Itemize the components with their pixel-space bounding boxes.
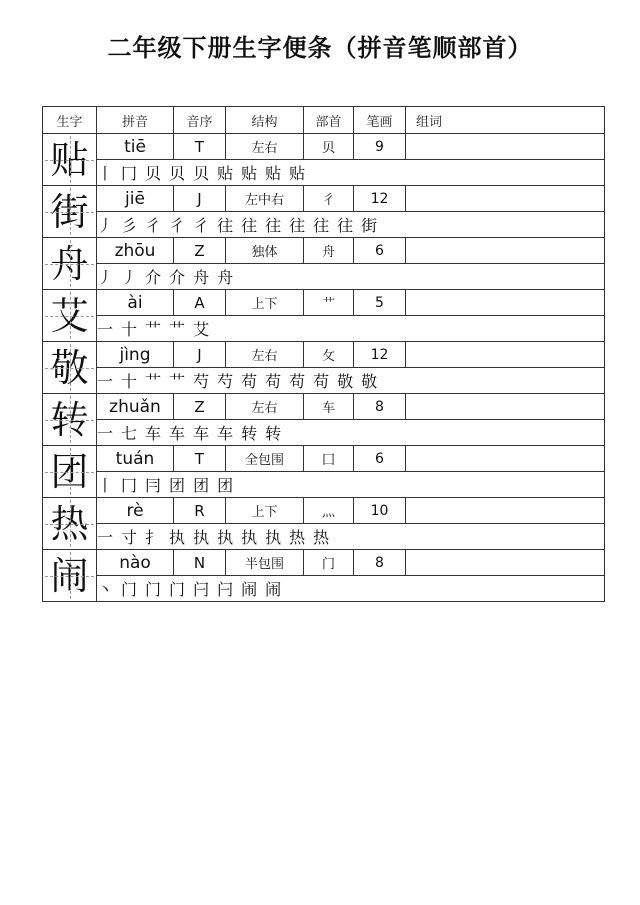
character: 转 bbox=[50, 397, 89, 442]
pinyin-cell: zhōu bbox=[97, 238, 174, 264]
char-info-row bbox=[43, 394, 605, 420]
stroke-step: 往 bbox=[241, 216, 260, 235]
stroke-order-row bbox=[43, 212, 605, 238]
guide-line-horizontal bbox=[45, 316, 94, 317]
character: 敬 bbox=[50, 345, 89, 390]
stroke-step: 一 bbox=[97, 528, 116, 547]
words-cell bbox=[406, 446, 605, 472]
character: 贴 bbox=[50, 137, 89, 182]
character: 团 bbox=[50, 449, 89, 494]
header-radical: 部首 bbox=[304, 107, 354, 134]
char-info-row bbox=[43, 134, 605, 160]
char-box bbox=[43, 342, 97, 394]
stroke-step: 往 bbox=[217, 216, 236, 235]
structure-cell: 左右 bbox=[226, 134, 304, 160]
header-strokes: 笔画 bbox=[354, 107, 406, 134]
pinyin-cell: rè bbox=[97, 498, 174, 524]
guide-line-horizontal bbox=[45, 472, 94, 473]
header-row bbox=[43, 107, 605, 134]
words-cell bbox=[406, 394, 605, 420]
radical-cell: 囗 bbox=[304, 446, 354, 472]
stroke-step: 团 bbox=[217, 476, 236, 495]
stroke-step: 门 bbox=[121, 580, 140, 599]
character: 闹 bbox=[50, 553, 89, 598]
stroke-step: 执 bbox=[217, 528, 236, 547]
stroke-step: 丨 bbox=[97, 476, 116, 495]
stroke-step: 冂 bbox=[121, 164, 140, 183]
stroke-step: 艹 bbox=[169, 372, 188, 391]
radical-cell: 舟 bbox=[304, 238, 354, 264]
stroke-step: 冃 bbox=[145, 476, 164, 495]
stroke-count-cell: 8 bbox=[354, 394, 406, 420]
stroke-count-cell: 12 bbox=[354, 342, 406, 368]
header-structure: 结构 bbox=[226, 107, 304, 134]
stroke-step: 执 bbox=[241, 528, 260, 547]
char-info-row bbox=[43, 186, 605, 212]
guide-line-horizontal bbox=[45, 420, 94, 421]
stroke-step: 一 bbox=[97, 424, 116, 443]
stroke-order-cell bbox=[97, 524, 605, 550]
char-info-row bbox=[43, 498, 605, 524]
letter-cell: J bbox=[174, 342, 226, 368]
stroke-order-row bbox=[43, 420, 605, 446]
pinyin-cell: zhuǎn bbox=[97, 394, 174, 420]
stroke-order-row bbox=[43, 472, 605, 498]
guide-line-horizontal bbox=[45, 576, 94, 577]
stroke-step: 苟 bbox=[265, 372, 284, 391]
stroke-order-row bbox=[43, 160, 605, 186]
stroke-step: 执 bbox=[169, 528, 188, 547]
stroke-order-cell bbox=[97, 160, 605, 186]
stroke-step: 团 bbox=[169, 476, 188, 495]
stroke-step: 艹 bbox=[169, 320, 188, 339]
stroke-step: 舟 bbox=[217, 268, 236, 287]
radical-cell: 彳 bbox=[304, 186, 354, 212]
header-words: 组词 bbox=[406, 107, 605, 134]
stroke-step: 闩 bbox=[193, 580, 212, 599]
letter-cell: T bbox=[174, 446, 226, 472]
stroke-step: 彡 bbox=[121, 216, 140, 235]
structure-cell: 左右 bbox=[226, 394, 304, 420]
stroke-count-cell: 6 bbox=[354, 446, 406, 472]
char-info-row bbox=[43, 446, 605, 472]
letter-cell: Z bbox=[174, 394, 226, 420]
letter-cell: T bbox=[174, 134, 226, 160]
stroke-order-row bbox=[43, 316, 605, 342]
char-box bbox=[43, 394, 97, 446]
stroke-step: 贴 bbox=[265, 164, 284, 183]
stroke-step: 团 bbox=[193, 476, 212, 495]
char-box bbox=[43, 186, 97, 238]
stroke-step: 丨 bbox=[97, 164, 116, 183]
header-pinyin: 拼音 bbox=[97, 107, 174, 134]
stroke-step: 车 bbox=[169, 424, 188, 443]
words-cell bbox=[406, 134, 605, 160]
stroke-count-cell: 5 bbox=[354, 290, 406, 316]
stroke-step: 艾 bbox=[193, 320, 212, 339]
stroke-order-row bbox=[43, 576, 605, 602]
stroke-step: 丿 bbox=[121, 268, 140, 287]
structure-cell: 左中右 bbox=[226, 186, 304, 212]
stroke-step: 往 bbox=[265, 216, 284, 235]
stroke-step: 舟 bbox=[193, 268, 212, 287]
guide-line-horizontal bbox=[45, 212, 94, 213]
stroke-step: 贝 bbox=[145, 164, 164, 183]
words-cell bbox=[406, 550, 605, 576]
character: 舟 bbox=[50, 241, 89, 286]
stroke-step: 芍 bbox=[193, 372, 212, 391]
stroke-step: 丿 bbox=[97, 268, 116, 287]
page-title: 二年级下册生字便条（拼音笔顺部首） bbox=[107, 34, 533, 62]
stroke-step: 一 bbox=[97, 372, 116, 391]
stroke-count-cell: 8 bbox=[354, 550, 406, 576]
radical-cell: 车 bbox=[304, 394, 354, 420]
stroke-step: 扌 bbox=[145, 528, 164, 547]
stroke-step: 丶 bbox=[97, 580, 116, 599]
stroke-step: 彳 bbox=[169, 216, 188, 235]
pinyin-cell: ài bbox=[97, 290, 174, 316]
stroke-order-row bbox=[43, 264, 605, 290]
stroke-step: 敬 bbox=[337, 372, 356, 391]
stroke-step: 艹 bbox=[145, 320, 164, 339]
char-box bbox=[43, 134, 97, 186]
stroke-order-cell bbox=[97, 264, 605, 290]
stroke-step: 车 bbox=[145, 424, 164, 443]
stroke-order-cell bbox=[97, 420, 605, 446]
stroke-step: 苟 bbox=[289, 372, 308, 391]
stroke-step: 闹 bbox=[265, 580, 284, 599]
stroke-step: 苟 bbox=[241, 372, 260, 391]
stroke-step: 冂 bbox=[121, 476, 140, 495]
pinyin-cell: tuán bbox=[97, 446, 174, 472]
pinyin-cell: jìng bbox=[97, 342, 174, 368]
letter-cell: A bbox=[174, 290, 226, 316]
stroke-step: 贴 bbox=[241, 164, 260, 183]
char-info-row bbox=[43, 238, 605, 264]
stroke-order-cell bbox=[97, 316, 605, 342]
stroke-order-row bbox=[43, 524, 605, 550]
stroke-step: 闹 bbox=[241, 580, 260, 599]
stroke-step: 十 bbox=[121, 320, 140, 339]
stroke-order-cell bbox=[97, 472, 605, 498]
stroke-count-cell: 10 bbox=[354, 498, 406, 524]
stroke-step: 车 bbox=[217, 424, 236, 443]
stroke-step: 介 bbox=[145, 268, 164, 287]
structure-cell: 半包围 bbox=[226, 550, 304, 576]
guide-line-horizontal bbox=[45, 160, 94, 161]
letter-cell: Z bbox=[174, 238, 226, 264]
radical-cell: 门 bbox=[304, 550, 354, 576]
stroke-step: 七 bbox=[121, 424, 140, 443]
char-info-row bbox=[43, 290, 605, 316]
character: 热 bbox=[50, 501, 89, 546]
letter-cell: N bbox=[174, 550, 226, 576]
stroke-step: 贴 bbox=[217, 164, 236, 183]
header-char: 生字 bbox=[43, 107, 97, 134]
stroke-step: 敬 bbox=[361, 372, 380, 391]
stroke-order-row bbox=[43, 368, 605, 394]
char-box bbox=[43, 238, 97, 290]
structure-cell: 独体 bbox=[226, 238, 304, 264]
stroke-step: 彳 bbox=[145, 216, 164, 235]
stroke-step: 往 bbox=[289, 216, 308, 235]
character: 艾 bbox=[50, 293, 89, 338]
stroke-step: 闩 bbox=[217, 580, 236, 599]
letter-cell: R bbox=[174, 498, 226, 524]
stroke-step: 热 bbox=[289, 528, 308, 547]
radical-cell: 攵 bbox=[304, 342, 354, 368]
pinyin-cell: jiē bbox=[97, 186, 174, 212]
words-cell bbox=[406, 186, 605, 212]
structure-cell: 上下 bbox=[226, 290, 304, 316]
pinyin-cell: tiē bbox=[97, 134, 174, 160]
header-letter: 音序 bbox=[174, 107, 226, 134]
stroke-step: 门 bbox=[169, 580, 188, 599]
stroke-step: 执 bbox=[265, 528, 284, 547]
stroke-count-cell: 6 bbox=[354, 238, 406, 264]
stroke-step: 门 bbox=[145, 580, 164, 599]
stroke-step: 丿 bbox=[97, 216, 116, 235]
stroke-step: 车 bbox=[193, 424, 212, 443]
stroke-step: 芍 bbox=[217, 372, 236, 391]
stroke-step: 往 bbox=[313, 216, 332, 235]
guide-line-horizontal bbox=[45, 368, 94, 369]
stroke-step: 贝 bbox=[193, 164, 212, 183]
stroke-step: 往 bbox=[337, 216, 356, 235]
stroke-step: 贝 bbox=[169, 164, 188, 183]
char-box bbox=[43, 498, 97, 550]
words-cell bbox=[406, 342, 605, 368]
guide-line-horizontal bbox=[45, 524, 94, 525]
stroke-step: 街 bbox=[361, 216, 380, 235]
letter-cell: J bbox=[174, 186, 226, 212]
words-cell bbox=[406, 498, 605, 524]
char-box bbox=[43, 550, 97, 602]
stroke-step: 转 bbox=[265, 424, 284, 443]
stroke-step: 热 bbox=[313, 528, 332, 547]
stroke-step: 执 bbox=[193, 528, 212, 547]
stroke-step: 介 bbox=[169, 268, 188, 287]
char-info-row bbox=[43, 550, 605, 576]
structure-cell: 左右 bbox=[226, 342, 304, 368]
char-info-row bbox=[43, 342, 605, 368]
char-box bbox=[43, 446, 97, 498]
stroke-count-cell: 9 bbox=[354, 134, 406, 160]
stroke-step: 转 bbox=[241, 424, 260, 443]
stroke-order-cell bbox=[97, 368, 605, 394]
stroke-step: 贴 bbox=[289, 164, 308, 183]
stroke-step: 苟 bbox=[313, 372, 332, 391]
radical-cell: 艹 bbox=[304, 290, 354, 316]
stroke-step: 艹 bbox=[145, 372, 164, 391]
character: 街 bbox=[50, 189, 89, 234]
character-table bbox=[42, 106, 605, 602]
stroke-order-cell bbox=[97, 212, 605, 238]
pinyin-cell: nào bbox=[97, 550, 174, 576]
structure-cell: 上下 bbox=[226, 498, 304, 524]
words-cell bbox=[406, 290, 605, 316]
radical-cell: 贝 bbox=[304, 134, 354, 160]
radical-cell: 灬 bbox=[304, 498, 354, 524]
stroke-count-cell: 12 bbox=[354, 186, 406, 212]
guide-line-horizontal bbox=[45, 264, 94, 265]
stroke-step: 彳 bbox=[193, 216, 212, 235]
stroke-step: 一 bbox=[97, 320, 116, 339]
stroke-order-cell bbox=[97, 576, 605, 602]
structure-cell: 全包围 bbox=[226, 446, 304, 472]
stroke-step: 寸 bbox=[121, 528, 140, 547]
char-box bbox=[43, 290, 97, 342]
stroke-step: 十 bbox=[121, 372, 140, 391]
words-cell bbox=[406, 238, 605, 264]
